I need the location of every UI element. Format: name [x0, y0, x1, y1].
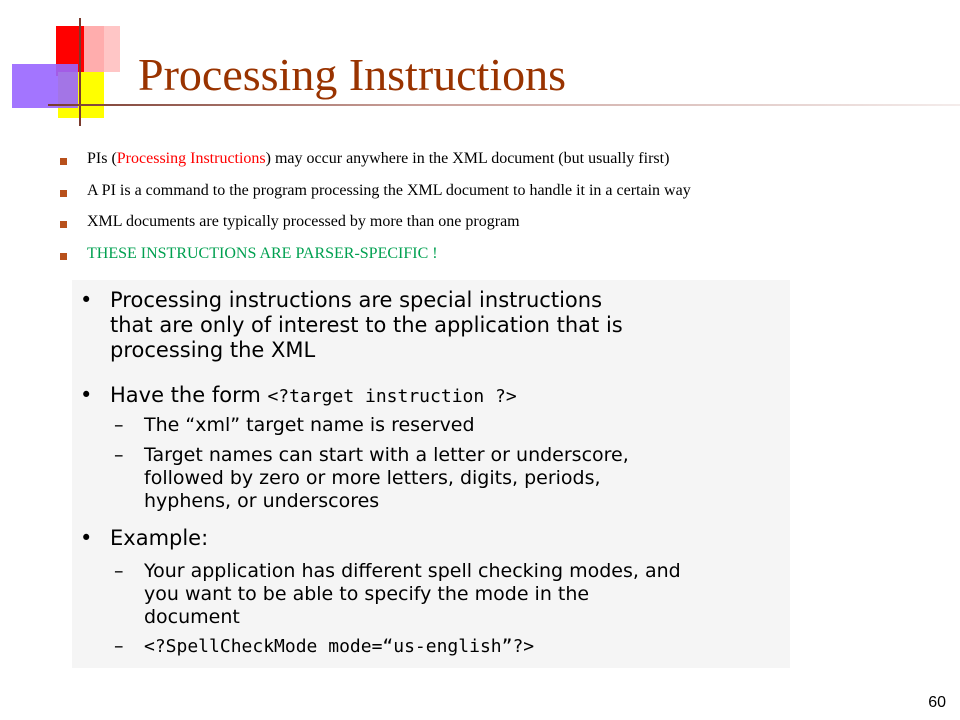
embedded-point-1-line-1: Processing instructions are special instructions — [110, 288, 603, 312]
bullet-1-suffix: ) may occur anywhere in the XML document (but usually first) — [265, 150, 670, 167]
decor-purple-square — [12, 64, 78, 108]
embedded-slide-image — [72, 280, 790, 668]
embedded-point-1-line-2: that are only of interest to the application that is — [110, 313, 623, 337]
square-bullet-icon — [60, 190, 67, 197]
bullet-item-3 — [60, 213, 691, 245]
bullet-item-4 — [60, 245, 691, 277]
embedded-sub-3-line-1: Your application has different spell checking modes, and — [144, 560, 681, 582]
dash-bullet-icon: – — [114, 560, 124, 582]
embedded-sub-2-line-3: hyphens, or underscores — [144, 490, 380, 512]
embedded-point-2-code: <?target instruction ?> — [267, 386, 517, 407]
dash-bullet-icon: – — [114, 444, 124, 466]
dash-bullet-icon: – — [114, 414, 124, 436]
bullet-2-text: A PI is a command to the program processing the XML document to handle it in a certain way — [87, 181, 691, 199]
dot-bullet-icon: • — [80, 526, 93, 550]
dot-bullet-icon: • — [80, 383, 93, 407]
decor-pink-square — [84, 26, 120, 72]
embedded-point-1-line-3: processing the XML — [110, 338, 316, 362]
bullet-1-prefix: PIs ( — [87, 150, 117, 167]
dash-bullet-icon: – — [114, 635, 124, 657]
embedded-point-3 — [80, 526, 209, 551]
bullet-3-text: XML documents are typically processed by more than one program — [87, 213, 520, 230]
embedded-sub-4-code: <?SpellCheckMode mode=“us-english”?> — [144, 636, 535, 657]
embedded-sub-3 — [114, 560, 681, 629]
square-bullet-icon — [60, 158, 67, 165]
embedded-sub-1-text: The “xml” target name is reserved — [144, 414, 475, 436]
embedded-point-2-text: Have the form — [110, 383, 268, 407]
embedded-sub-4 — [114, 635, 535, 658]
square-bullet-icon — [60, 253, 67, 260]
page-number: 60 — [928, 694, 946, 711]
bullet-1-highlight: Processing Instructions — [116, 150, 266, 167]
embedded-point-1 — [80, 288, 623, 363]
dot-bullet-icon: • — [80, 288, 93, 312]
bullet-4-text: THESE INSTRUCTIONS ARE PARSER-SPECIFIC ! — [87, 244, 438, 262]
square-bullet-icon — [60, 221, 67, 228]
embedded-sub-2-line-2: followed by zero or more letters, digits, periods, — [144, 467, 601, 489]
embedded-point-2 — [80, 383, 517, 409]
bullet-list — [60, 150, 691, 276]
embedded-sub-3-line-2: you want to be able to specify the mode in the — [144, 583, 590, 605]
embedded-sub-2 — [114, 444, 629, 513]
bullet-item-1 — [60, 150, 691, 182]
bullet-item-2 — [60, 182, 691, 214]
embedded-sub-1 — [114, 414, 475, 437]
embedded-sub-2-line-1: Target names can start with a letter or underscore, — [144, 444, 629, 466]
decor-vertical-line — [79, 18, 81, 126]
embedded-sub-3-line-3: document — [144, 606, 240, 628]
embedded-point-3-text: Example: — [110, 526, 209, 550]
title-underline — [48, 104, 960, 106]
page-title: Processing Instructions — [138, 49, 567, 100]
